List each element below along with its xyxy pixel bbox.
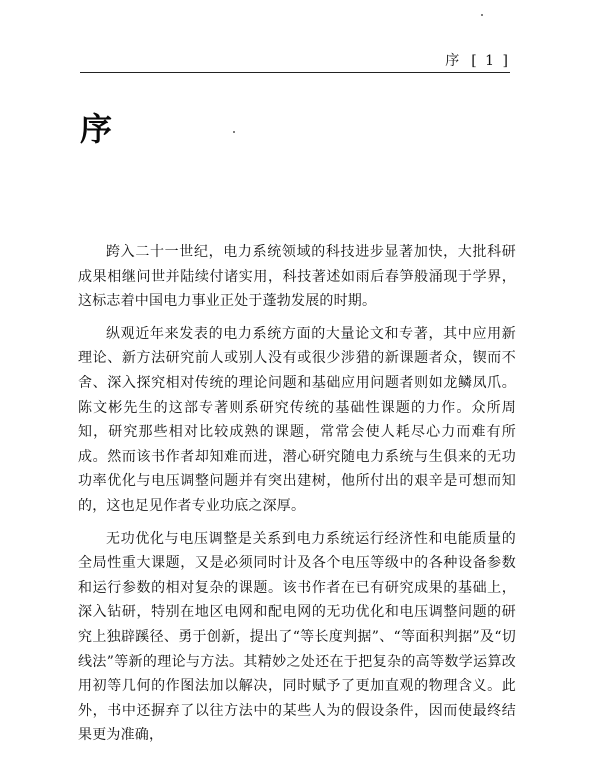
chapter-title: 序 [80, 110, 113, 148]
page-number: [ 1 ] [471, 53, 510, 69]
body-text [78, 240, 516, 756]
running-header [380, 50, 510, 70]
scan-speck [481, 14, 483, 16]
running-title: 序 [445, 53, 462, 69]
paragraph: 无功优化与电压调整是关系到电力系统运行经济性和电能质量的全局性重大课题，又是必须同时计及各个电压等级中的各种设备参数和运行参数的相对复杂的课题。该书作者在已有研究成果的基础上，深入钻研，特别在地区电网和配电网的无功优化和电压调整问题的研究上独辟蹊径、勇于创新，提出了“等长度判据”、“等面积判据”及“切线法”等新的理论与方法。其精妙之处还在于把复杂的高等数学运算改用初等几何的作图法加以解决，同时赋予了更加直观的物理含义。此外，书中还摒弃了以往方法中的某些人为的假设条件，因而使最终结果更为准确， [78, 530, 516, 744]
paragraph: 跨入二十一世纪，电力系统领域的科技进步显著加快，大批科研成果相继问世并陆续付诸实用，科技著述如雨后春笋般涌现于学界，这标志着中国电力事业正处于蓬勃发展的时期。 [78, 244, 516, 310]
header-rule [80, 72, 510, 73]
paragraph: 纵观近年来发表的电力系统方面的大量论文和专著，其中应用新理论、新方法研究前人或别人没有或很少涉猎的新课题者众，锲而不舍、深入探究相对传统的理论问题和基础应用问题者则如龙鳞凤爪。陈文彬先生的这部专著则系研究传统的基础性课题的力作。众所周知，研究那些相对比较成熟的课题，常常会使人耗尽心力而难有所成。然而该书作者却知难而进，潜心研究随电力系统与生俱来的无功功率优化与电压调整问题并有突出建树，他所付出的艰辛是可想而知的，这也足见作者专业功底之深厚。 [78, 325, 516, 514]
scan-speck [233, 131, 235, 133]
